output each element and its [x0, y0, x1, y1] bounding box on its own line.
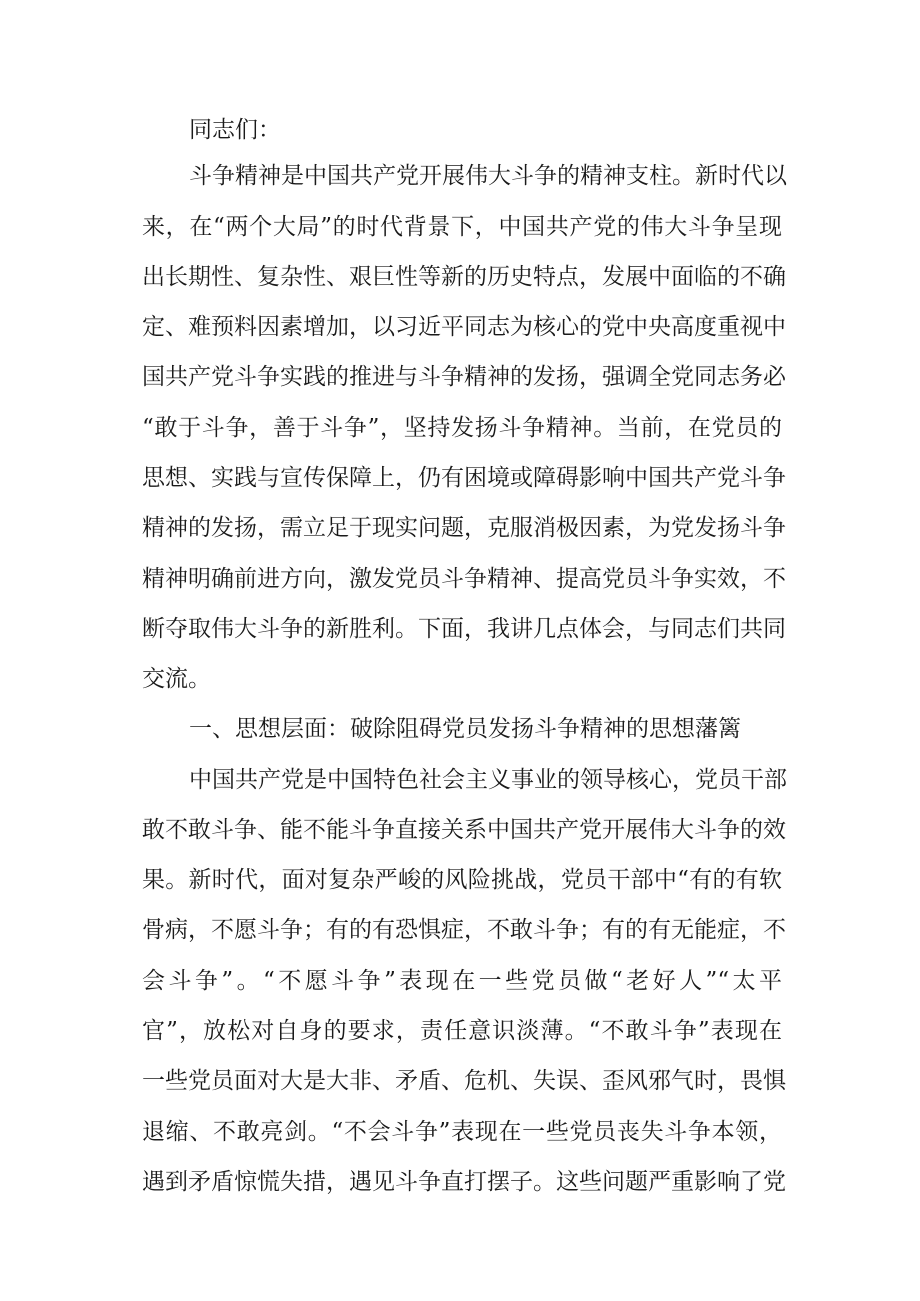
paragraph-1-line: 思想、实践与宣传保障上，仍有困境或障碍影响中国共产党斗争 [142, 465, 786, 491]
paragraph-1-line: 定、难预料因素增加，以习近平同志为核心的党中央高度重视中 [142, 314, 786, 340]
paragraph-1-line: 精神明确前进方向，激发党员斗争精神、提高党员斗争实效，不 [142, 566, 786, 592]
paragraph-2-line: 一些党员面对大是大非、矛盾、危机、失误、歪风邪气时，畏惧 [142, 1068, 786, 1094]
paragraph-2-line: 果。新时代，面对复杂严峻的风险挑战，党员干部中“有的有软 [142, 867, 782, 893]
paragraph-1-line: 出长期性、复杂性、艰巨性等新的历史特点，发展中面临的不确 [142, 264, 786, 290]
paragraph-2-line: 骨病，不愿斗争；有的有恐惧症，不敢斗争；有的有无能症，不 [142, 917, 786, 943]
paragraph-2-line: 中国共产党是中国特色社会主义事业的领导核心，党员干部 [189, 767, 787, 793]
section-heading: 一、思想层面：破除阻碍党员发扬斗争精神的思想藩篱 [189, 716, 741, 742]
paragraph-2-line: 敢不敢斗争、能不能斗争直接关系中国共产党开展伟大斗争的效 [142, 817, 786, 843]
paragraph-1-line: “敢于斗争，善于斗争”，坚持发扬斗争精神。当前，在党员的 [142, 415, 782, 441]
paragraph-1-line: 来，在“两个大局”的时代背景下，中国共产党的伟大斗争呈现 [142, 214, 782, 240]
paragraph-2-line: 遇到矛盾惊慌失措，遇见斗争直打摆子。这些问题严重影响了党 [142, 1169, 786, 1195]
paragraph-1-line: 国共产党斗争实践的推进与斗争精神的发扬，强调全党同志务必 [142, 364, 786, 390]
paragraph-2-line: 退缩、不敢亮剑。“不会斗争”表现在一些党员丧失斗争本领， [142, 1119, 782, 1145]
paragraph-1-line: 精神的发扬，需立足于现实问题，克服消极因素，为党发扬斗争 [142, 515, 786, 541]
paragraph-2-line: 会斗争”。“不愿斗争”表现在一些党员做“老好人”“太平 [142, 968, 782, 994]
paragraph-1-line: 交流。 [142, 666, 211, 692]
paragraph-2-line: 官”，放松对自身的要求，责任意识淡薄。“不敢斗争”表现在 [142, 1018, 782, 1044]
paragraph-1-line: 斗争精神是中国共产党开展伟大斗争的精神支柱。新时代以 [189, 163, 787, 189]
paragraph-1-line: 断夺取伟大斗争的新胜利。下面，我讲几点体会，与同志们共同 [142, 616, 786, 642]
salutation: 同志们： [189, 117, 281, 143]
